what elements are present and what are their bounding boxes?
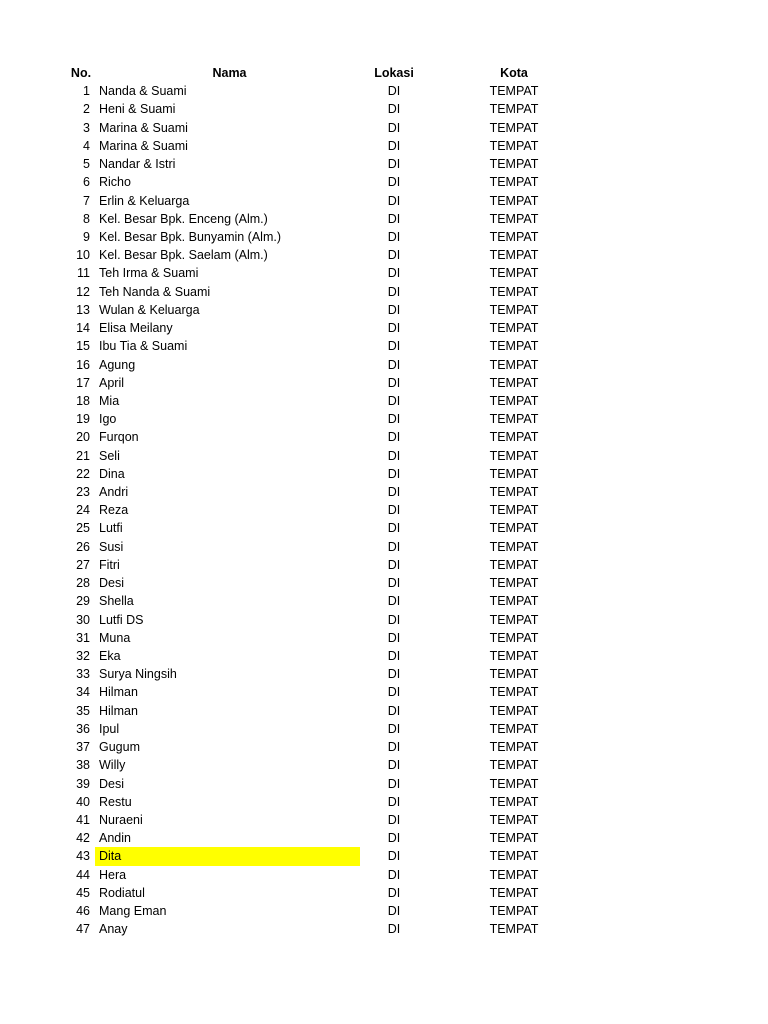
row-lokasi: DI <box>387 667 401 682</box>
row-nama: Surya Ningsih <box>99 667 177 682</box>
row-nama: Mang Eman <box>99 904 167 919</box>
row-nama: Hilman <box>99 685 138 700</box>
row-no: 37 <box>76 740 90 755</box>
row-nama: Marina & Suami <box>99 138 188 153</box>
header-lokasi: Lokasi <box>374 66 414 80</box>
table-row <box>0 337 768 355</box>
row-no: 7 <box>83 193 90 208</box>
header-no: No. <box>70 66 92 80</box>
table-row <box>0 246 768 264</box>
table-row <box>0 702 768 720</box>
row-no: 20 <box>76 430 90 445</box>
row-lokasi: DI <box>387 284 401 299</box>
row-nama: Shella <box>99 594 134 609</box>
row-lokasi: DI <box>387 485 401 500</box>
row-nama: Erlin & Keluarga <box>99 193 190 208</box>
row-no: 40 <box>76 794 90 809</box>
row-no: 11 <box>77 266 90 281</box>
row-no: 35 <box>76 703 90 718</box>
row-no: 32 <box>76 649 90 663</box>
row-nama: Teh Nanda & Suami <box>99 284 211 299</box>
row-lokasi: DI <box>387 649 401 663</box>
table-row <box>0 574 768 592</box>
row-nama: Lutfi DS <box>99 612 144 627</box>
row-kota: TEMPAT <box>489 393 539 408</box>
table-row <box>0 410 768 428</box>
row-kota: TEMPAT <box>489 339 539 354</box>
row-no: 22 <box>76 466 90 481</box>
row-no: 6 <box>83 175 90 190</box>
row-no: 19 <box>76 412 90 427</box>
row-lokasi: DI <box>387 557 401 572</box>
row-no: 1 <box>83 84 90 99</box>
row-lokasi: DI <box>387 466 401 481</box>
row-lokasi: DI <box>387 721 401 736</box>
row-nama: Hera <box>99 867 127 882</box>
row-no: 45 <box>76 885 90 900</box>
table-row <box>0 392 768 410</box>
table-row <box>0 374 768 392</box>
table-row <box>0 301 768 319</box>
row-kota: TEMPAT <box>489 266 539 281</box>
row-kota: TEMPAT <box>489 867 539 882</box>
row-no: 46 <box>76 904 90 919</box>
row-kota: TEMPAT <box>489 321 539 336</box>
row-nama: Nuraeni <box>99 812 143 827</box>
row-kota: TEMPAT <box>489 229 539 244</box>
row-nama: Ipul <box>99 721 120 736</box>
row-kota: TEMPAT <box>489 284 539 299</box>
row-no: 27 <box>76 557 90 572</box>
row-nama: Agung <box>99 357 136 372</box>
row-nama: Mia <box>99 393 120 408</box>
row-no: 18 <box>76 393 90 408</box>
row-lokasi: DI <box>387 430 401 445</box>
row-lokasi: DI <box>387 576 401 591</box>
row-kota: TEMPAT <box>489 612 539 627</box>
row-nama: Anay <box>99 922 128 937</box>
row-lokasi: DI <box>387 229 401 244</box>
row-no: 14 <box>76 321 90 336</box>
table-row <box>0 483 768 501</box>
row-kota: TEMPAT <box>489 904 539 919</box>
row-kota: TEMPAT <box>489 557 539 572</box>
row-lokasi: DI <box>387 740 401 755</box>
row-lokasi: DI <box>387 703 401 718</box>
table-row <box>0 793 768 811</box>
row-no: 30 <box>76 612 90 627</box>
row-lokasi: DI <box>387 302 401 317</box>
row-kota: TEMPAT <box>489 794 539 809</box>
row-nama: Dina <box>99 466 125 481</box>
row-kota: TEMPAT <box>489 357 539 372</box>
row-nama: Dita <box>95 847 360 865</box>
row-kota: TEMPAT <box>489 211 539 226</box>
row-kota: TEMPAT <box>489 430 539 445</box>
row-no: 23 <box>76 485 90 500</box>
row-nama: Lutfi <box>99 521 123 536</box>
row-kota: TEMPAT <box>489 740 539 755</box>
row-no: 34 <box>76 685 90 700</box>
row-nama: Desi <box>99 576 125 591</box>
row-kota: TEMPAT <box>489 922 539 937</box>
table-row <box>0 155 768 173</box>
row-nama: Rodiatul <box>99 885 145 900</box>
row-lokasi: DI <box>387 594 401 609</box>
row-nama: Teh Irma & Suami <box>99 266 199 281</box>
table-row <box>0 683 768 701</box>
table-row <box>0 647 768 665</box>
row-nama: Kel. Besar Bpk. Enceng (Alm.) <box>99 211 268 226</box>
row-no: 31 <box>76 630 90 645</box>
row-lokasi: DI <box>387 138 401 153</box>
row-kota: TEMPAT <box>489 776 539 791</box>
row-nama: Andri <box>99 485 129 500</box>
row-no: 5 <box>83 157 90 172</box>
table-row <box>0 592 768 610</box>
row-lokasi: DI <box>387 685 401 700</box>
row-nama: Seli <box>99 448 120 463</box>
row-no: 3 <box>83 120 90 135</box>
row-no: 36 <box>76 721 90 736</box>
row-lokasi: DI <box>387 776 401 791</box>
row-lokasi: DI <box>387 503 401 518</box>
row-no: 25 <box>76 521 90 536</box>
row-no: 47 <box>76 922 90 937</box>
row-lokasi: DI <box>387 157 401 172</box>
row-nama: Furqon <box>99 430 139 445</box>
table-row <box>0 538 768 556</box>
row-lokasi: DI <box>387 885 401 900</box>
row-no: 13 <box>76 302 90 317</box>
row-lokasi: DI <box>387 794 401 809</box>
row-lokasi: DI <box>387 375 401 390</box>
row-nama: Gugum <box>99 740 140 755</box>
table-row <box>0 210 768 228</box>
row-nama: Kel. Besar Bpk. Bunyamin (Alm.) <box>99 229 282 244</box>
row-no: 33 <box>76 667 90 682</box>
row-kota: TEMPAT <box>489 685 539 700</box>
table-row <box>0 556 768 574</box>
table-row <box>0 192 768 210</box>
row-lokasi: DI <box>387 630 401 645</box>
row-kota: TEMPAT <box>489 576 539 591</box>
row-no: 41 <box>76 812 90 827</box>
row-no: 10 <box>76 248 90 263</box>
row-no: 8 <box>83 211 90 226</box>
row-no: 15 <box>76 339 90 354</box>
row-lokasi: DI <box>387 193 401 208</box>
table-row <box>0 866 768 884</box>
table-row <box>0 920 768 938</box>
row-nama: Fitri <box>99 557 120 572</box>
table-row <box>0 173 768 191</box>
table-row <box>0 775 768 793</box>
row-kota: TEMPAT <box>489 175 539 190</box>
row-kota: TEMPAT <box>489 630 539 645</box>
row-nama: Muna <box>99 630 131 645</box>
table-row <box>0 665 768 683</box>
row-lokasi: DI <box>387 248 401 263</box>
table-row <box>0 264 768 282</box>
row-lokasi: DI <box>387 758 401 773</box>
row-lokasi: DI <box>387 448 401 463</box>
row-lokasi: DI <box>387 612 401 627</box>
row-kota: TEMPAT <box>489 703 539 718</box>
row-kota: TEMPAT <box>489 120 539 135</box>
row-no: 4 <box>83 138 90 153</box>
row-kota: TEMPAT <box>489 503 539 518</box>
row-no: 26 <box>76 539 90 554</box>
row-lokasi: DI <box>387 102 401 117</box>
row-nama: Richo <box>99 175 131 190</box>
row-lokasi: DI <box>387 357 401 372</box>
row-kota: TEMPAT <box>489 448 539 463</box>
row-lokasi: DI <box>387 211 401 226</box>
row-lokasi: DI <box>387 412 401 427</box>
row-kota: TEMPAT <box>489 667 539 682</box>
row-nama: Nanda & Suami <box>99 84 187 99</box>
row-kota: TEMPAT <box>489 485 539 500</box>
row-kota: TEMPAT <box>489 539 539 554</box>
row-kota: TEMPAT <box>489 594 539 609</box>
row-lokasi: DI <box>387 84 401 99</box>
row-kota: TEMPAT <box>489 302 539 317</box>
guest-list-table <box>0 64 768 939</box>
row-nama: Eka <box>99 649 121 663</box>
row-kota: TEMPAT <box>489 849 539 864</box>
row-kota: TEMPAT <box>489 102 539 117</box>
row-no: 9 <box>83 229 90 244</box>
row-kota: TEMPAT <box>489 885 539 900</box>
row-nama: Marina & Suami <box>99 120 188 135</box>
table-row <box>0 100 768 118</box>
row-kota: TEMPAT <box>489 812 539 827</box>
row-lokasi: DI <box>387 539 401 554</box>
table-row <box>0 629 768 647</box>
table-row <box>0 447 768 465</box>
row-nama: Willy <box>99 758 126 773</box>
table-row <box>0 829 768 847</box>
row-nama: Ibu Tia & Suami <box>99 339 188 354</box>
table-row <box>0 902 768 920</box>
row-no: 17 <box>76 375 90 390</box>
row-lokasi: DI <box>387 393 401 408</box>
table-row <box>0 738 768 756</box>
row-no: 12 <box>76 284 90 299</box>
row-nama: Reza <box>99 503 129 518</box>
table-row <box>0 519 768 537</box>
row-nama: Wulan & Keluarga <box>99 302 200 317</box>
row-lokasi: DI <box>387 266 401 281</box>
row-no: 16 <box>76 357 90 372</box>
table-row <box>0 228 768 246</box>
row-lokasi: DI <box>387 521 401 536</box>
row-nama: Kel. Besar Bpk. Saelam (Alm.) <box>99 248 268 263</box>
row-kota: TEMPAT <box>489 375 539 390</box>
table-row <box>0 811 768 829</box>
row-lokasi: DI <box>387 321 401 336</box>
row-kota: TEMPAT <box>489 157 539 172</box>
row-lokasi: DI <box>387 849 401 864</box>
row-no: 38 <box>76 758 90 773</box>
row-no: 39 <box>76 776 90 791</box>
row-no: 29 <box>76 594 90 609</box>
row-no: 43 <box>76 849 90 864</box>
row-nama: Igo <box>99 412 117 427</box>
table-row <box>0 884 768 902</box>
row-kota: TEMPAT <box>489 466 539 481</box>
row-nama: April <box>99 375 125 390</box>
row-no: 42 <box>76 831 90 846</box>
row-nama: Elisa Meilany <box>99 321 173 336</box>
row-lokasi: DI <box>387 831 401 846</box>
row-kota: TEMPAT <box>489 138 539 153</box>
table-row <box>0 283 768 301</box>
header-nama: Nama <box>212 66 247 80</box>
row-lokasi: DI <box>387 812 401 827</box>
row-no: 21 <box>76 448 90 463</box>
table-row <box>0 319 768 337</box>
table-row <box>0 847 768 865</box>
row-lokasi: DI <box>387 339 401 354</box>
row-nama: Hilman <box>99 703 138 718</box>
row-no: 24 <box>76 503 90 518</box>
table-row <box>0 428 768 446</box>
row-kota: TEMPAT <box>489 412 539 427</box>
table-row <box>0 756 768 774</box>
row-no: 44 <box>76 867 90 882</box>
header-kota: Kota <box>500 66 528 80</box>
row-lokasi: DI <box>387 867 401 882</box>
row-no: 28 <box>76 576 90 591</box>
table-row <box>0 611 768 629</box>
row-kota: TEMPAT <box>489 248 539 263</box>
row-kota: TEMPAT <box>489 721 539 736</box>
table-row <box>0 82 768 100</box>
row-nama: Desi <box>99 776 125 791</box>
row-kota: TEMPAT <box>489 521 539 536</box>
table-row <box>0 356 768 374</box>
row-lokasi: DI <box>387 922 401 937</box>
row-nama: Heni & Suami <box>99 102 176 117</box>
table-header-row <box>0 64 768 82</box>
table-row <box>0 119 768 137</box>
row-kota: TEMPAT <box>489 84 539 99</box>
row-lokasi: DI <box>387 120 401 135</box>
table-body <box>0 82 768 938</box>
row-lokasi: DI <box>387 175 401 190</box>
table-row <box>0 501 768 519</box>
row-nama: Nandar & Istri <box>99 157 176 172</box>
row-nama: Susi <box>99 539 124 554</box>
row-nama: Andin <box>99 831 131 846</box>
row-kota: TEMPAT <box>489 831 539 846</box>
row-no: 2 <box>83 102 90 117</box>
row-kota: TEMPAT <box>489 649 539 663</box>
table-row <box>0 137 768 155</box>
table-row <box>0 465 768 483</box>
row-kota: TEMPAT <box>489 758 539 773</box>
table-row <box>0 720 768 738</box>
row-lokasi: DI <box>387 904 401 919</box>
row-nama: Restu <box>99 794 132 809</box>
row-kota: TEMPAT <box>489 193 539 208</box>
